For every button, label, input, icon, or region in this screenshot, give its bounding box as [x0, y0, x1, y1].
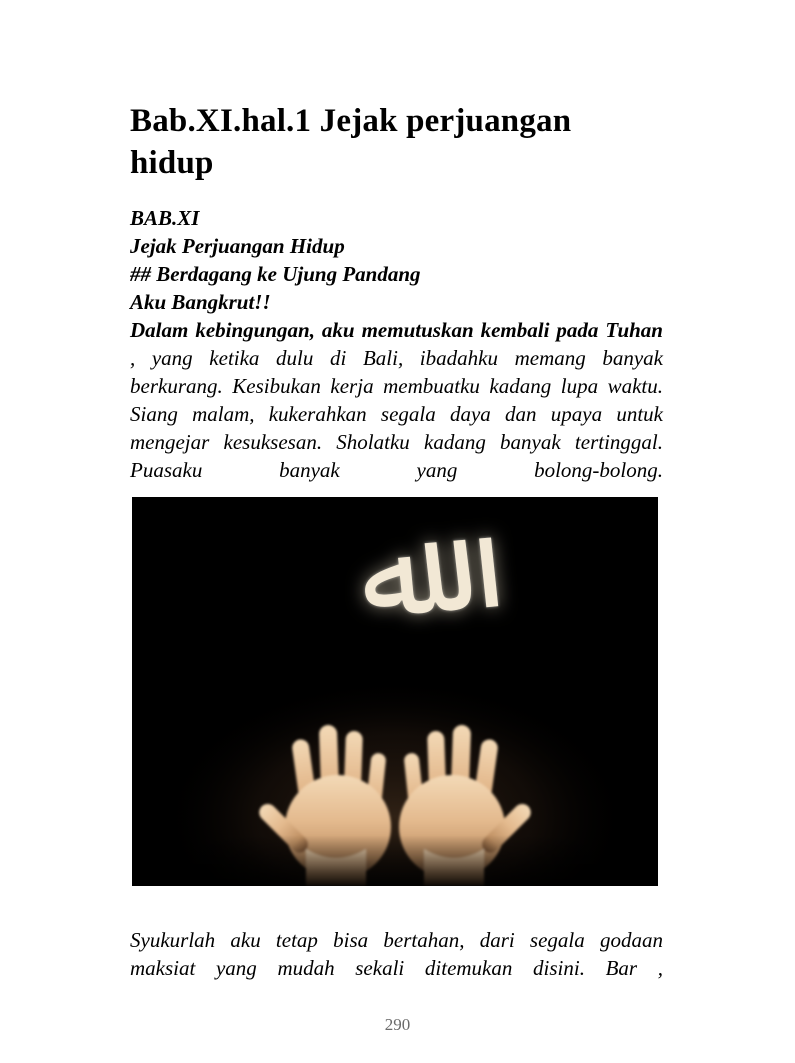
praying-hands-graphic — [132, 497, 658, 886]
paragraph-1 — [130, 316, 663, 484]
paragraph-2: Syukurlah aku tetap bisa bertahan, dari segala godaan maksiat yang mudah sekali ditemukan disini. Bar , — [130, 928, 663, 980]
chapter-header-block — [130, 204, 663, 316]
allah-praying-hands-image — [132, 497, 658, 886]
page-number: 290 — [384, 1015, 411, 1034]
page-title: Bab.XI.hal.1 Jejak perjuangan hidup — [130, 103, 572, 181]
header-line-chapter-title: Jejak Perjuangan Hidup — [130, 234, 345, 258]
header-line-subtitle: Aku Bangkrut!! — [130, 290, 271, 314]
wrist-shadow-fade — [132, 835, 658, 886]
page-content — [130, 0, 663, 982]
header-line-bab: BAB.XI — [130, 206, 200, 230]
paragraph-1-body: , yang ketika dulu di Bali, ibadahku memang banyak berkurang. Kesibukan kerja membuatku kadang lupa waktu. Siang malam, kukerahkan segala daya dan upaya untuk mengejar kesuksesan. Sholatku kadang banyak tertinggal. Puasaku banyak yang bolong-bolong. — [130, 346, 663, 482]
paragraph-1-bold-lead: Dalam kebingungan, aku memutuskan kembali pada Tuhan — [130, 318, 663, 342]
allah-calligraphy-text: ﷲ — [354, 502, 436, 646]
header-line-section: ## Berdagang ke Ujung Pandang — [130, 262, 421, 286]
